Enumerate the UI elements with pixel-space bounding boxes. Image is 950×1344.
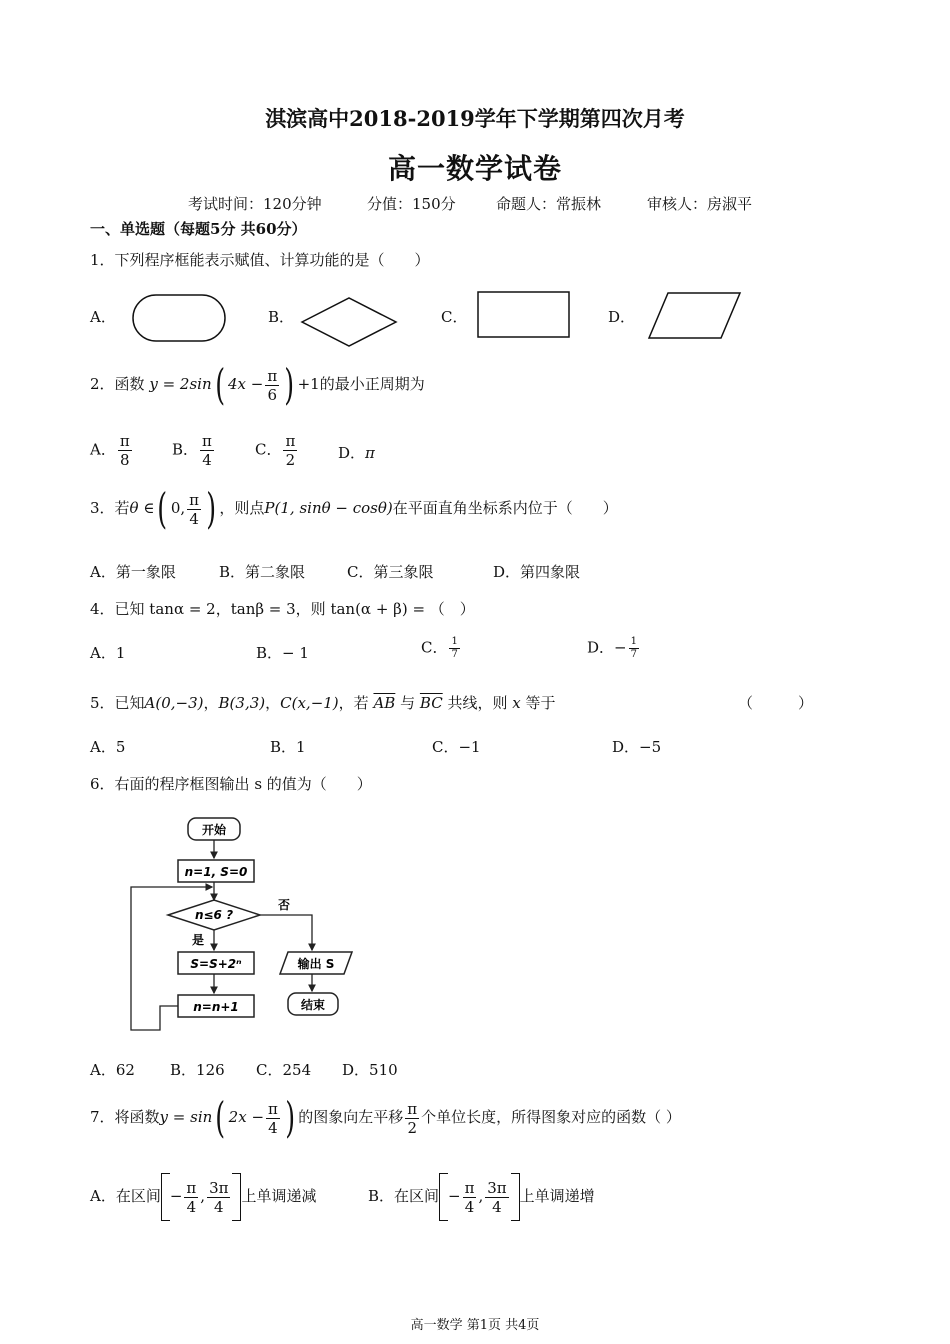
- q3-option-b: B．第二象限: [219, 563, 306, 581]
- q5-answer-blank: （ ）: [738, 694, 814, 712]
- q2-fraction: $\frac{\pi}{6}$: [267, 366, 278, 404]
- question-4-stem: 4．已知 tanα = 2，tanβ = 3，则 tan(α + β) = （ ）: [90, 600, 475, 618]
- page-footer: 高一数学 第1页 共4页: [410, 1318, 540, 1333]
- q4-option-d: D．− $\frac{1}{7}$: [587, 636, 637, 660]
- q4-option-a: A．1: [90, 644, 126, 662]
- q6-option-d: D．510: [342, 1061, 398, 1079]
- flow-update-text: S=S+2ⁿ: [190, 957, 242, 971]
- exam-score: 分值：150分: [367, 195, 456, 213]
- q5-option-c: C．−1: [432, 738, 481, 756]
- q6-option-b: B．126: [170, 1061, 225, 1079]
- exam-reviewer: 审核人：房淑平: [647, 195, 753, 213]
- question-6-stem: 6．右面的程序框图输出 s 的值为（ ）: [90, 775, 372, 793]
- q4-option-b: B．− 1: [256, 644, 309, 662]
- terminal-shape-icon: [133, 295, 225, 341]
- flow-start-text: 开始: [201, 823, 227, 837]
- question-7-stem: 7．将函数y = sin( 2x − $\frac{\pi}{4}$ ) 的图象向左平移 $\frac{\pi}{2}$ 个单位长度，所得图象对应的函数（ ）: [90, 1093, 681, 1142]
- q1-option-c: C．: [441, 308, 468, 326]
- exam-time: 考试时间：120分钟: [188, 195, 322, 213]
- flow-yes-label: 是: [191, 933, 205, 947]
- question-1-stem: 1．下列程序框能表示赋值、计算功能的是（ ）: [90, 251, 430, 269]
- q3-option-d: D．第四象限: [493, 563, 581, 581]
- q2-option-b: B． $\frac{\pi}{4}$: [172, 432, 212, 469]
- q3-option-a: A．第一象限: [90, 563, 176, 581]
- q2-option-d: D．π: [338, 444, 375, 462]
- question-5-stem: 5．已知A(0,−3)，B(3,3)，C(x,−1)，若 $\overline{AB}$ 与 $\overline{BC}$ 共线，则 x 等于: [90, 694, 556, 712]
- q6-option-a: A．62: [90, 1061, 135, 1079]
- q1-option-a: A．: [90, 308, 116, 326]
- school-title: 淇滨高中2018-2019学年下学期第四次月考: [265, 106, 685, 131]
- exam-author: 命题人：常振林: [496, 195, 602, 213]
- q2-option-c: C． $\frac{\pi}{2}$: [255, 432, 296, 469]
- flow-end-text: 结束: [300, 998, 326, 1012]
- q5-option-d: D．−5: [612, 738, 662, 756]
- question-2-stem: 2．函数 y = 2sin( 4x − $\frac{\pi}{6}$ ) +1的最小正周期为: [90, 360, 425, 409]
- flowchart: [124, 810, 360, 1038]
- q5-option-a: A．5: [90, 738, 126, 756]
- flow-inc-text: n=n+1: [193, 1000, 239, 1014]
- q5-option-b: B．1: [270, 738, 306, 756]
- q3-option-c: C．第三象限: [347, 563, 434, 581]
- process-shape-icon: [478, 292, 569, 337]
- exam-title: 高一数学试卷: [387, 152, 562, 185]
- flow-output-text: 输出 S: [297, 957, 335, 971]
- q2-option-a: A． $\frac{\pi}{8}$: [90, 432, 130, 469]
- flow-cond-text: n≤6 ?: [194, 908, 234, 922]
- q1-option-b: B．: [268, 308, 295, 326]
- q1-option-d: D．: [608, 308, 636, 326]
- q4-option-c: C． $\frac{1}{7}$: [421, 636, 458, 660]
- decision-shape-icon: [302, 298, 396, 346]
- q6-option-c: C．254: [256, 1061, 312, 1079]
- flow-init-text: n=1, S=0: [184, 865, 248, 879]
- question-3-stem: 3．若θ ∈( 0, $\frac{\pi}{4}$ ) ，则点P(1, sinθ − cosθ)在平面直角坐标系内位于（ ）: [90, 484, 618, 533]
- io-shape-icon: [649, 293, 740, 338]
- q7-option-b: B．在区间 − $\frac{\pi}{4}$ , $\frac{3\pi}{4}$ 上单调递增: [368, 1173, 595, 1221]
- q1-shapes: [0, 0, 950, 360]
- q7-option-a: A．在区间 − $\frac{\pi}{4}$ , $\frac{3\pi}{4}$ 上单调递减: [90, 1173, 316, 1221]
- section-title: 一、单选题（每题5分 共60分）: [90, 220, 307, 238]
- flow-no-label: 否: [277, 898, 291, 912]
